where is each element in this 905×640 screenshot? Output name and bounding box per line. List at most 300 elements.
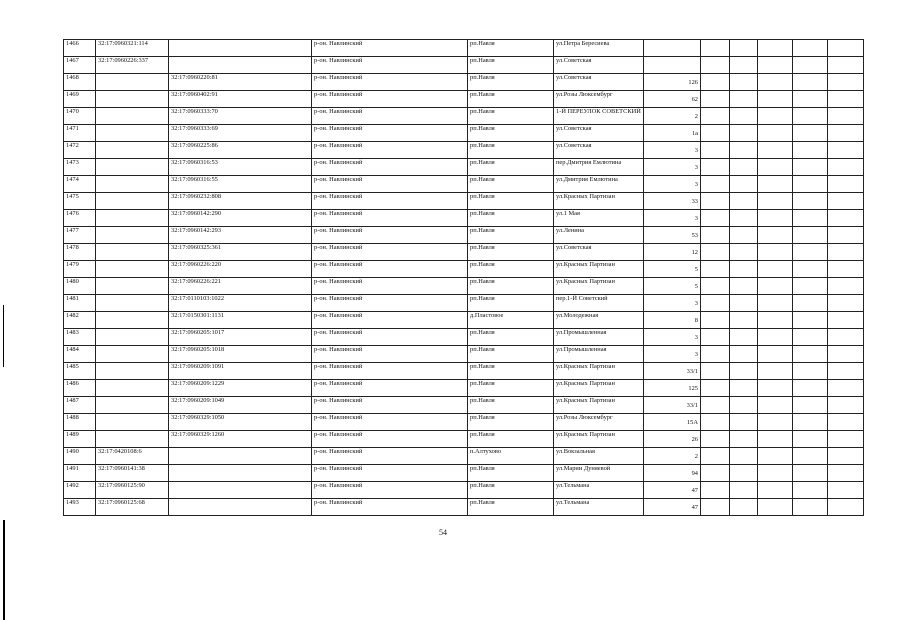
empty-cell [828, 142, 864, 159]
table-row [64, 329, 864, 346]
empty-cell [701, 193, 730, 210]
street-cell: ул.Петра Бересиева [554, 40, 644, 57]
cadastral-number-cell: 32:17:0960316:53 [169, 159, 312, 176]
table-row [64, 142, 864, 159]
cadastral-number-cell [96, 142, 169, 159]
empty-cell [828, 431, 864, 448]
empty-cell [793, 159, 828, 176]
row-number-cell: 1467 [64, 57, 96, 74]
row-number-cell: 1476 [64, 210, 96, 227]
empty-cell [793, 363, 828, 380]
empty-cell [758, 414, 793, 431]
district-cell: р-он. Навлинский [312, 210, 468, 227]
locality-cell: рп.Навля [468, 108, 554, 125]
cadastral-number-cell [96, 244, 169, 261]
empty-cell [828, 448, 864, 465]
empty-cell [828, 312, 864, 329]
house-number-cell: 8 [644, 312, 701, 329]
empty-cell [758, 363, 793, 380]
empty-cell [730, 142, 758, 159]
street-cell: ул.Красных Партизан [554, 193, 644, 210]
register-rows [64, 40, 864, 516]
locality-cell: рп.Навля [468, 210, 554, 227]
empty-cell [793, 142, 828, 159]
district-cell: р-он. Навлинский [312, 397, 468, 414]
cadastral-number-cell: 32:17:0110103:1022 [169, 295, 312, 312]
house-number-cell: 26 [644, 431, 701, 448]
empty-cell [793, 108, 828, 125]
cadastral-number-cell [169, 465, 312, 482]
row-number-cell: 1477 [64, 227, 96, 244]
house-number-cell: 3 [644, 142, 701, 159]
row-number-cell: 1485 [64, 363, 96, 380]
district-cell: р-он. Навлинский [312, 295, 468, 312]
cadastral-number-cell: 32:17:0960329:1260 [169, 431, 312, 448]
empty-cell [730, 295, 758, 312]
empty-cell [793, 176, 828, 193]
cadastral-number-cell: 32:17:0960205:1018 [169, 346, 312, 363]
empty-cell [758, 380, 793, 397]
empty-cell [758, 108, 793, 125]
empty-cell [758, 499, 793, 516]
empty-cell [793, 448, 828, 465]
scan-edge-mark-upper [3, 305, 4, 367]
empty-cell [758, 465, 793, 482]
row-number-cell: 1484 [64, 346, 96, 363]
house-number-cell: 2 [644, 108, 701, 125]
district-cell: р-он. Навлинский [312, 244, 468, 261]
empty-cell [758, 210, 793, 227]
district-cell: р-он. Навлинский [312, 380, 468, 397]
empty-cell [828, 261, 864, 278]
empty-cell [701, 448, 730, 465]
empty-cell [793, 482, 828, 499]
empty-cell [730, 210, 758, 227]
empty-cell [793, 57, 828, 74]
table-row [64, 227, 864, 244]
house-number-cell: 15А [644, 414, 701, 431]
district-cell: р-он. Навлинский [312, 227, 468, 244]
empty-cell [730, 278, 758, 295]
cadastral-number-cell [96, 125, 169, 142]
street-cell: ул.Советская [554, 125, 644, 142]
empty-cell [701, 482, 730, 499]
cadastral-number-cell: 32:17:0960333:70 [169, 108, 312, 125]
cadastral-number-cell: 32:17:0960220:81 [169, 74, 312, 91]
empty-cell [730, 40, 758, 57]
house-number-cell: 33/1 [644, 397, 701, 414]
empty-cell [701, 414, 730, 431]
street-cell: ул.Советская [554, 244, 644, 261]
locality-cell: рп.Навля [468, 346, 554, 363]
empty-cell [758, 431, 793, 448]
empty-cell [793, 261, 828, 278]
district-cell: р-он. Навлинский [312, 448, 468, 465]
cadastral-number-cell: 32:17:0960325:361 [169, 244, 312, 261]
cadastral-number-cell: 32:17:0960232:808 [169, 193, 312, 210]
table-row [64, 448, 864, 465]
empty-cell [730, 261, 758, 278]
empty-cell [701, 499, 730, 516]
empty-cell [793, 210, 828, 227]
empty-cell [701, 278, 730, 295]
district-cell: р-он. Навлинский [312, 176, 468, 193]
empty-cell [730, 312, 758, 329]
empty-cell [793, 380, 828, 397]
district-cell: р-он. Навлинский [312, 465, 468, 482]
cadastral-number-cell [169, 448, 312, 465]
district-cell: р-он. Навлинский [312, 363, 468, 380]
empty-cell [701, 159, 730, 176]
empty-cell [758, 261, 793, 278]
street-cell: ул.Розы Люксембург [554, 91, 644, 108]
table-row [64, 244, 864, 261]
table-row [64, 380, 864, 397]
row-number-cell: 1487 [64, 397, 96, 414]
empty-cell [793, 193, 828, 210]
locality-cell: рп.Навля [468, 414, 554, 431]
empty-cell [793, 397, 828, 414]
locality-cell: рп.Навля [468, 482, 554, 499]
street-cell: ул.Советская [554, 142, 644, 159]
cadastral-number-cell: 32:17:0960316:55 [169, 176, 312, 193]
street-cell: ул.Вокзальная [554, 448, 644, 465]
house-number-cell: 53 [644, 227, 701, 244]
row-number-cell: 1473 [64, 159, 96, 176]
empty-cell [758, 227, 793, 244]
cadastral-number-cell [96, 414, 169, 431]
district-cell: р-он. Навлинский [312, 57, 468, 74]
empty-cell [828, 329, 864, 346]
row-number-cell: 1466 [64, 40, 96, 57]
empty-cell [730, 482, 758, 499]
row-number-cell: 1468 [64, 74, 96, 91]
cadastral-number-cell [96, 295, 169, 312]
empty-cell [730, 465, 758, 482]
empty-cell [730, 380, 758, 397]
row-number-cell: 1469 [64, 91, 96, 108]
table-row [64, 414, 864, 431]
cadastral-number-cell: 32:17:0960333:69 [169, 125, 312, 142]
district-cell: р-он. Навлинский [312, 142, 468, 159]
house-number-cell: 47 [644, 482, 701, 499]
cadastral-number-cell [96, 210, 169, 227]
table-row [64, 431, 864, 448]
empty-cell [701, 40, 730, 57]
empty-cell [701, 176, 730, 193]
row-number-cell: 1478 [64, 244, 96, 261]
street-cell: ул.Ленина [554, 227, 644, 244]
empty-cell [828, 414, 864, 431]
empty-cell [828, 57, 864, 74]
table-row [64, 482, 864, 499]
empty-cell [701, 210, 730, 227]
cadastral-number-cell: 32:17:0960226:337 [96, 57, 169, 74]
cadastral-number-cell: 32:17:0960329:1050 [169, 414, 312, 431]
house-number-cell: 33/1 [644, 363, 701, 380]
district-cell: р-он. Навлинский [312, 312, 468, 329]
cadastral-number-cell: 32:17:0960209:1049 [169, 397, 312, 414]
empty-cell [730, 329, 758, 346]
empty-cell [758, 312, 793, 329]
empty-cell [758, 142, 793, 159]
register-table [63, 39, 864, 516]
locality-cell: рп.Навля [468, 91, 554, 108]
locality-cell: рп.Навля [468, 380, 554, 397]
table-row [64, 363, 864, 380]
empty-cell [758, 448, 793, 465]
empty-cell [793, 244, 828, 261]
empty-cell [730, 91, 758, 108]
cadastral-number-cell: 32:17:0960142:293 [169, 227, 312, 244]
table-row [64, 261, 864, 278]
table-row [64, 499, 864, 516]
locality-cell: рп.Навля [468, 261, 554, 278]
empty-cell [701, 363, 730, 380]
row-number-cell: 1475 [64, 193, 96, 210]
locality-cell: рп.Навля [468, 244, 554, 261]
row-number-cell: 1479 [64, 261, 96, 278]
empty-cell [758, 57, 793, 74]
house-number-cell [644, 57, 701, 74]
empty-cell [793, 40, 828, 57]
district-cell: р-он. Навлинский [312, 261, 468, 278]
row-number-cell: 1492 [64, 482, 96, 499]
empty-cell [730, 363, 758, 380]
locality-cell: рп.Навля [468, 57, 554, 74]
empty-cell [701, 74, 730, 91]
district-cell: р-он. Навлинский [312, 40, 468, 57]
empty-cell [828, 125, 864, 142]
locality-cell: рп.Навля [468, 40, 554, 57]
empty-cell [758, 40, 793, 57]
district-cell: р-он. Навлинский [312, 414, 468, 431]
table-row [64, 312, 864, 329]
cadastral-number-cell: 32:17:0960205:1017 [169, 329, 312, 346]
house-number-cell: 5 [644, 278, 701, 295]
cadastral-number-cell: 32:17:0960321:114 [96, 40, 169, 57]
cadastral-number-cell: 32:17:0960125:68 [96, 499, 169, 516]
cadastral-number-cell [96, 363, 169, 380]
house-number-cell: 3 [644, 210, 701, 227]
empty-cell [793, 74, 828, 91]
house-number-cell: 126 [644, 74, 701, 91]
cadastral-number-cell: 32:17:0960402:91 [169, 91, 312, 108]
district-cell: р-он. Навлинский [312, 91, 468, 108]
locality-cell: рп.Навля [468, 125, 554, 142]
table-row [64, 57, 864, 74]
cadastral-number-cell [96, 74, 169, 91]
empty-cell [828, 380, 864, 397]
empty-cell [828, 210, 864, 227]
house-number-cell: 3 [644, 346, 701, 363]
cadastral-number-cell: 32:17:0960141:38 [96, 465, 169, 482]
street-cell: ул.Промышленная [554, 329, 644, 346]
cadastral-number-cell [96, 227, 169, 244]
cadastral-number-cell [96, 261, 169, 278]
locality-cell: рп.Навля [468, 227, 554, 244]
empty-cell [793, 346, 828, 363]
empty-cell [701, 329, 730, 346]
empty-cell [793, 431, 828, 448]
cadastral-number-cell: 32:17:0960225:86 [169, 142, 312, 159]
street-cell: ул.Дмитрия Емлютина [554, 176, 644, 193]
empty-cell [758, 125, 793, 142]
cadastral-number-cell [96, 176, 169, 193]
page-number: 54 [439, 528, 447, 537]
empty-cell [828, 499, 864, 516]
district-cell: р-он. Навлинский [312, 74, 468, 91]
empty-cell [701, 397, 730, 414]
empty-cell [701, 244, 730, 261]
empty-cell [758, 346, 793, 363]
house-number-cell: 3 [644, 329, 701, 346]
cadastral-number-cell [96, 108, 169, 125]
locality-cell: рп.Навля [468, 329, 554, 346]
district-cell: р-он. Навлинский [312, 499, 468, 516]
empty-cell [828, 278, 864, 295]
empty-cell [730, 74, 758, 91]
district-cell: р-он. Навлинский [312, 125, 468, 142]
table-row [64, 176, 864, 193]
empty-cell [828, 91, 864, 108]
street-cell: ул.Советская [554, 57, 644, 74]
house-number-cell: 3 [644, 295, 701, 312]
empty-cell [828, 176, 864, 193]
empty-cell [701, 380, 730, 397]
cadastral-number-cell: 32:17:0420108:6 [96, 448, 169, 465]
district-cell: р-он. Навлинский [312, 159, 468, 176]
street-cell: ул.Марии Дуняевой [554, 465, 644, 482]
cadastral-number-cell [96, 193, 169, 210]
empty-cell [701, 91, 730, 108]
locality-cell: рп.Навля [468, 295, 554, 312]
district-cell: р-он. Навлинский [312, 329, 468, 346]
house-number-cell: 33 [644, 193, 701, 210]
empty-cell [793, 278, 828, 295]
cadastral-number-cell: 32:17:0960226:220 [169, 261, 312, 278]
street-cell: ул.Советская [554, 74, 644, 91]
house-number-cell: 62 [644, 91, 701, 108]
table-row [64, 108, 864, 125]
empty-cell [758, 482, 793, 499]
empty-cell [730, 346, 758, 363]
locality-cell: рп.Навля [468, 363, 554, 380]
table-row [64, 193, 864, 210]
table-row [64, 397, 864, 414]
empty-cell [730, 431, 758, 448]
row-number-cell: 1493 [64, 499, 96, 516]
house-number-cell: 47 [644, 499, 701, 516]
house-number-cell: 3 [644, 159, 701, 176]
empty-cell [701, 431, 730, 448]
empty-cell [701, 465, 730, 482]
cadastral-number-cell [96, 397, 169, 414]
row-number-cell: 1471 [64, 125, 96, 142]
row-number-cell: 1488 [64, 414, 96, 431]
street-cell: пер.Дмитрия Емлютина [554, 159, 644, 176]
empty-cell [793, 465, 828, 482]
table-row [64, 346, 864, 363]
locality-cell: рп.Навля [468, 397, 554, 414]
table-row [64, 278, 864, 295]
empty-cell [701, 295, 730, 312]
row-number-cell: 1472 [64, 142, 96, 159]
house-number-cell: 12 [644, 244, 701, 261]
empty-cell [793, 329, 828, 346]
empty-cell [758, 74, 793, 91]
district-cell: р-он. Навлинский [312, 482, 468, 499]
cadastral-number-cell [96, 346, 169, 363]
table-row [64, 74, 864, 91]
street-cell: ул.Молодежная [554, 312, 644, 329]
empty-cell [730, 125, 758, 142]
house-number-cell: 3 [644, 176, 701, 193]
empty-cell [758, 397, 793, 414]
cadastral-number-cell [96, 431, 169, 448]
table-row [64, 210, 864, 227]
empty-cell [828, 295, 864, 312]
empty-cell [828, 244, 864, 261]
empty-cell [828, 108, 864, 125]
empty-cell [793, 295, 828, 312]
locality-cell: д.Пластовое [468, 312, 554, 329]
empty-cell [828, 465, 864, 482]
empty-cell [758, 329, 793, 346]
house-number-cell: 2 [644, 448, 701, 465]
table-row [64, 125, 864, 142]
empty-cell [793, 227, 828, 244]
street-cell: ул.Красных Партизан [554, 431, 644, 448]
cadastral-number-cell: 32:17:0960226:221 [169, 278, 312, 295]
cadastral-number-cell [96, 312, 169, 329]
cadastral-number-cell: 32:17:0150301:1131 [169, 312, 312, 329]
row-number-cell: 1470 [64, 108, 96, 125]
table-row [64, 295, 864, 312]
empty-cell [828, 397, 864, 414]
street-cell: ул.Красных Партизан [554, 397, 644, 414]
empty-cell [793, 125, 828, 142]
cadastral-number-cell [169, 57, 312, 74]
cadastral-number-cell: 32:17:0960142:290 [169, 210, 312, 227]
row-number-cell: 1489 [64, 431, 96, 448]
street-cell: ул.1 Мая [554, 210, 644, 227]
empty-cell [730, 414, 758, 431]
empty-cell [701, 227, 730, 244]
empty-cell [730, 159, 758, 176]
cadastral-number-cell [169, 482, 312, 499]
locality-cell: рп.Навля [468, 193, 554, 210]
street-cell: ул.Тельмана [554, 499, 644, 516]
empty-cell [758, 193, 793, 210]
street-cell: ул.Промышленная [554, 346, 644, 363]
empty-cell [828, 346, 864, 363]
house-number-cell: 5 [644, 261, 701, 278]
empty-cell [758, 159, 793, 176]
locality-cell: рп.Навля [468, 176, 554, 193]
street-cell: 1-Й ПЕРЕУЛОК СОВЕТСКИЙ [554, 108, 644, 125]
row-number-cell: 1482 [64, 312, 96, 329]
empty-cell [828, 482, 864, 499]
empty-cell [793, 91, 828, 108]
empty-cell [758, 91, 793, 108]
scan-edge-mark-lower [3, 520, 5, 620]
empty-cell [828, 159, 864, 176]
empty-cell [701, 261, 730, 278]
cadastral-number-cell: 32:17:0960125:90 [96, 482, 169, 499]
table-row [64, 159, 864, 176]
street-cell: ул.Красных Партизан [554, 278, 644, 295]
